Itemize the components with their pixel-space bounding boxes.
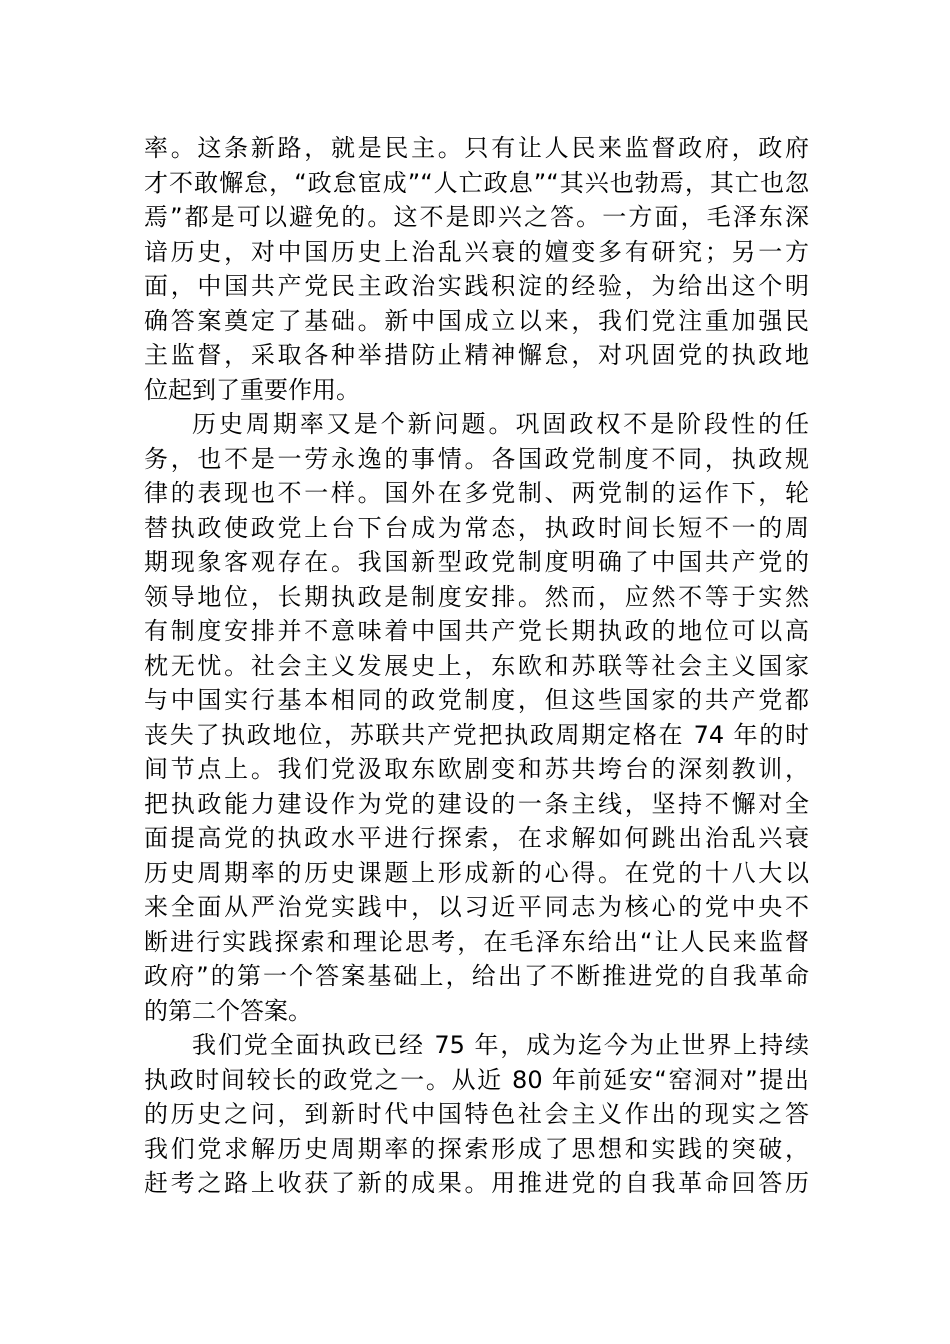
text-line: 面提高党的执政水平进行探索，在求解如何跳出治乱兴衰 [144,824,809,852]
text-line: 赶考之路上收获了新的成果。用推进党的自我革命回答历 [144,1169,809,1197]
text-line: 务，也不是一劳永逸的事情。各国政党制度不同，执政规 [144,444,809,473]
text-line: 律的表现也不一样。国外在多党制、两党制的运作下，轮 [144,479,809,507]
text-line: 枕无忧。社会主义发展史上，东欧和苏联等社会主义国家 [144,651,809,680]
text-line: 位起到了重要作用。 [144,375,360,404]
paragraph-1 [144,131,809,407]
text-line: 历史周期率又是个新问题。巩固政权不是阶段性的任 [192,410,809,438]
text-line: 有制度安排并不意味着中国共产党长期执政的地位可以高 [144,617,809,645]
text-line: 政府”的第一个答案基础上，给出了不断推进党的自我革命 [144,962,809,990]
text-line: 替执政使政党上台下台成为常态，执政时间长短不一的周 [144,513,809,542]
text-line: 期现象客观存在。我国新型政党制度明确了中国共产党的 [144,548,809,576]
paragraph-2 [144,407,809,1028]
text-line: 谙历史，对中国历史上治乱兴衰的嬗变多有研究；另一方 [144,237,809,266]
text-line: 的历史之问，到新时代中国特色社会主义作出的现实之答 [144,1100,809,1128]
text-line: 面，中国共产党民主政治实践积淀的经验，为给出这个明 [144,272,809,300]
paragraph-3 [144,1028,809,1201]
text-line: 确答案奠定了基础。新中国成立以来，我们党注重加强民 [144,306,809,335]
text-line: 我们党求解历史周期率的探索形成了思想和实践的突破， [144,1134,809,1163]
text-line: 断进行实践探索和理论思考，在毛泽东给出“让人民来监督 [144,927,809,956]
text-line: 率。这条新路，就是民主。只有让人民来监督政府，政府 [144,134,809,162]
text-line: 与中国实行基本相同的政党制度，但这些国家的共产党都 [144,686,809,714]
text-line: 才不敢懈怠，“政怠宦成”“人亡政息”“其兴也勃焉，其亡也忽 [144,168,809,197]
text-line: 焉”都是可以避免的。这不是即兴之答。一方面，毛泽东深 [144,203,809,231]
body-text [144,131,809,1201]
text-line: 历史周期率的历史课题上形成新的心得。在党的十八大以 [144,858,809,887]
text-line: 我们党全面执政已经 75 年，成为迄今为止世界上持续 [192,1031,809,1059]
text-line: 把执政能力建设作为党的建设的一条主线，坚持不懈对全 [144,789,809,818]
text-line: 执政时间较长的政党之一。从近 80 年前延安“窑洞对”提出 [144,1065,809,1094]
text-line: 间节点上。我们党汲取东欧剧变和苏共垮台的深刻教训， [144,755,809,783]
text-line: 领导地位，长期执政是制度安排。然而，应然不等于实然 [144,582,809,611]
text-line: 丧失了执政地位，苏联共产党把执政周期定格在 74 年的时 [144,720,809,749]
text-line: 来全面从严治党实践中，以习近平同志为核心的党中央不 [144,893,809,921]
text-line: 主监督，采取各种举措防止精神懈怠，对巩固党的执政地 [144,341,809,369]
text-line: 的第二个答案。 [144,996,312,1025]
